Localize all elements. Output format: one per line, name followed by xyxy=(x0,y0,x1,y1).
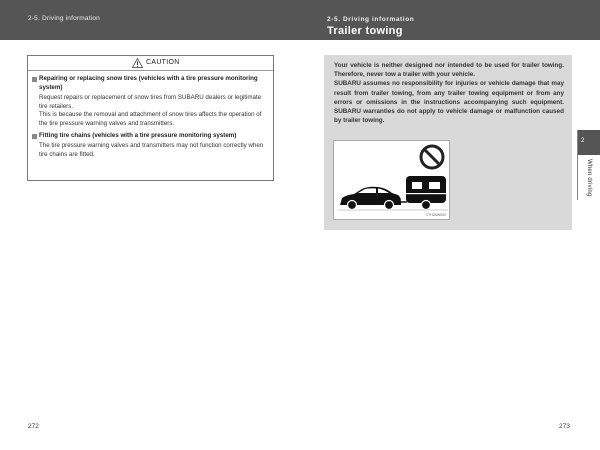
caution-section-title: Fitting tire chains (vehicles with a tire pressure monitoring system) xyxy=(32,132,268,141)
prohibition-icon xyxy=(421,146,443,168)
trailer-warning-panel xyxy=(324,55,572,230)
bullet-square-icon xyxy=(32,134,37,139)
car-towing-trailer-icon xyxy=(334,141,451,221)
caution-section-title: Repairing or replacing snow tires (vehicles with a tire pressure monitoring system) xyxy=(32,75,268,92)
warning-text xyxy=(334,61,564,125)
caution-label: CAUTION xyxy=(146,59,180,66)
warning-paragraph: SUBARU assumes no responsibility for injuries or vehicle damage that may result from trailer towing, from any trailer towing equipment or from any errors or omissions in the instructions accompanying such equipment. SUBARU warranties do not apply to vehicle damage or malfunction caused by trailer towing. xyxy=(334,80,564,125)
right-header-breadcrumb: 2-5. Driving information xyxy=(327,16,415,23)
chapter-number-box xyxy=(578,130,600,155)
chapter-number: 2 xyxy=(581,138,585,144)
bullet-square-icon xyxy=(32,77,37,82)
left-page-number: 272 xyxy=(28,423,39,430)
left-header-bar xyxy=(0,0,300,40)
right-header-bar xyxy=(300,0,600,40)
caution-header xyxy=(28,56,273,71)
caution-paragraph: Request repairs or replacement of snow tires from SUBARU dealers or legitimate tire retailers. xyxy=(39,94,262,110)
warning-paragraph: Your vehicle is neither designed nor intended to be used for trailer towing. Therefore, never tow a trailer with your vehicle. xyxy=(334,62,564,79)
warning-triangle-icon xyxy=(132,58,143,68)
left-header-breadcrumb: 2-5. Driving information xyxy=(28,15,100,22)
chapter-side-tab[interactable] xyxy=(577,130,600,200)
caution-box xyxy=(27,55,274,181)
trailer-silhouette xyxy=(406,176,446,210)
right-page-number: 273 xyxy=(559,423,570,430)
no-trailer-illustration xyxy=(333,140,450,220)
caution-paragraph: This is because the removal and attachment of snow tires affects the operation of the tire pressure warning valves and transmitters. xyxy=(39,111,262,127)
caution-body xyxy=(28,71,273,159)
caution-paragraph: The tire pressure warning valves and transmitters may not function correctly when tire chains are fitted. xyxy=(39,142,264,158)
chapter-label: When driving xyxy=(586,159,592,197)
figure-code: CTH2AW002 xyxy=(425,213,446,217)
section-title: Trailer towing xyxy=(327,25,403,37)
